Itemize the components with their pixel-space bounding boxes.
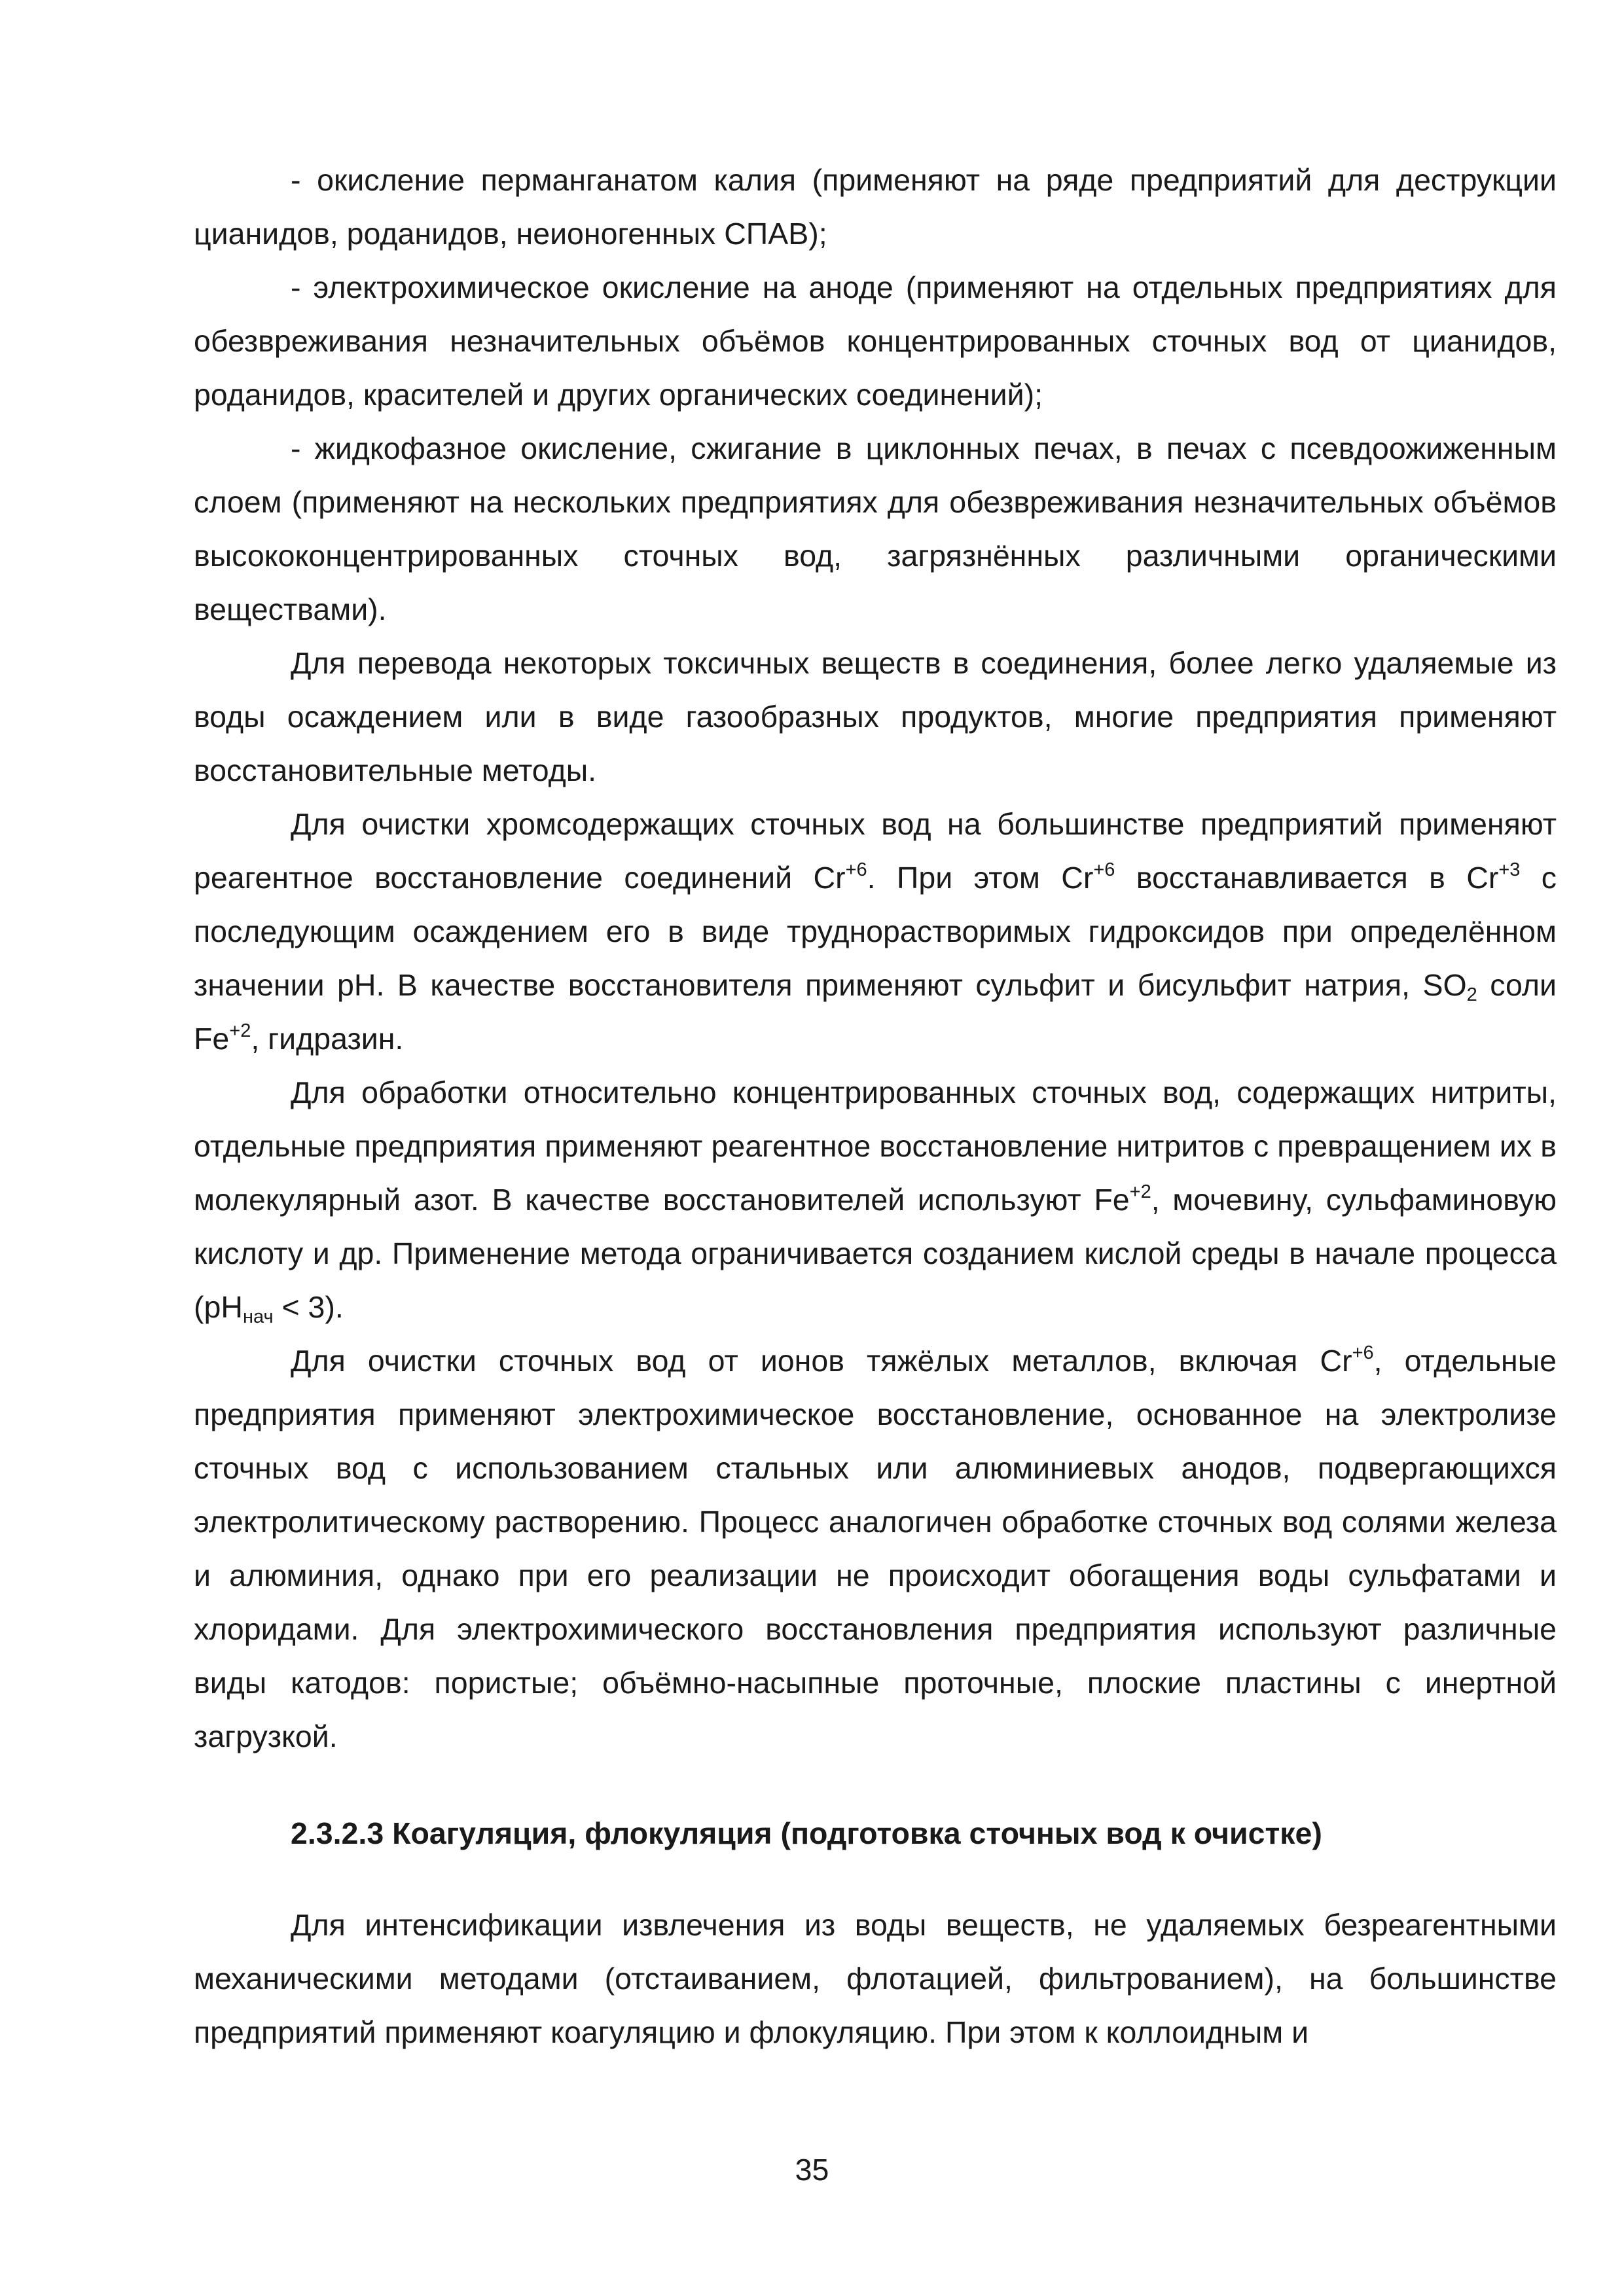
- superscript: +6: [1093, 859, 1115, 880]
- paragraph-reduction-methods: Для перевода некоторых токсичных веществ в соединения, более легко удаляемые из воды осаждением или в виде газообразных продуктов, многие предприятия применяют восстановительные методы.: [194, 646, 1557, 787]
- subscript: 2: [1466, 984, 1477, 1005]
- text-segment: восстанавливается в Cr: [1115, 861, 1499, 895]
- paragraph-permanganate-oxidation: - окисление перманганатом калия (применяют на ряде предприятий для деструкции цианидов, роданидов, неионогенных СПАВ);: [194, 163, 1557, 251]
- superscript: +3: [1498, 859, 1521, 880]
- paragraph-electrochemical-reduction: [194, 1334, 1557, 1763]
- text-segment: < 3).: [273, 1290, 344, 1324]
- text-segment: , отдельные предприятия применяют электрохимическое восстановление, основанное на электролизе сточных вод с использованием стальных или алюминиевых анодов, подвергающихся электролитическому растворению. Процесс аналогичен обработке сточных вод солями железа и алюминия, однако при его реализации не происходит обогащения воды сульфатами и хлоридами. Для электрохимического восстановления предприятия используют различные виды катодов: пористые; объёмно-насыпные проточные, плоские пластины с инертной загрузкой.: [194, 1344, 1557, 1753]
- paragraph-chromium-reduction: [194, 797, 1557, 1066]
- superscript: +6: [845, 859, 867, 880]
- text-segment: , гидразин.: [251, 1022, 404, 1056]
- page-body: [194, 153, 1557, 2059]
- text-segment: соли Fe: [194, 968, 1557, 1056]
- text-segment: Для очистки хромсодержащих сточных вод на большинстве предприятий применяют реагентное восстановление соединений Cr: [194, 807, 1557, 895]
- paragraph-electrochemical-oxidation: - электрохимическое окисление на аноде (применяют на отдельных предприятиях для обезвреживания незначительных объёмов концентрированных сточных вод от цианидов, роданидов, красителей и других органических соединений);: [194, 270, 1557, 412]
- paragraph-coagulation: Для интенсификации извлечения из воды веществ, не удаляемых безреагентными механическими методами (отстаиванием, флотацией, фильтрованием), на большинстве предприятий применяют коагуляцию и флокуляцию. При этом к коллоидным и: [194, 1908, 1557, 2049]
- section-heading: 2.3.2.3 Коагуляция, флокуляция (подготовка сточных вод к очистке): [291, 1816, 1322, 1850]
- text-segment: , мочевину, сульфаминовую кислоту и др. Применение метода ограничивается созданием кислой среды в начале процесса (pH: [194, 1183, 1557, 1324]
- text-segment: . При этом Cr: [867, 861, 1094, 895]
- page-number: 35: [795, 2153, 829, 2187]
- paragraph-liquid-phase-oxidation: - жидкофазное окисление, сжигание в циклонных печах, в печах с псевдоожиженным слоем (применяют на нескольких предприятиях для обезвреживания незначительных объёмов высококонцентрированных сточных вод, загрязнённых различными органическими веществами).: [194, 431, 1557, 626]
- paragraph-nitrite-reduction: [194, 1066, 1557, 1334]
- superscript: +2: [1129, 1181, 1151, 1202]
- superscript: +2: [229, 1020, 251, 1041]
- superscript: +6: [1352, 1342, 1374, 1363]
- subscript: нач: [242, 1306, 274, 1327]
- text-segment: Для очистки сточных вод от ионов тяжёлых металлов, включая Cr: [291, 1344, 1352, 1378]
- text-segment: Для обработки относительно концентрированных сточных вод, содержащих нитриты, отдельные предприятия применяют реагентное восстановление нитритов с превращением их в молекулярный азот. В качестве восстановителей используют Fe: [194, 1075, 1557, 1217]
- text-segment: с последующим осаждением его в виде труднорастворимых гидроксидов при определённом значении pH. В качестве восстановителя применяют сульфит и бисульфит натрия, SO: [194, 861, 1557, 1002]
